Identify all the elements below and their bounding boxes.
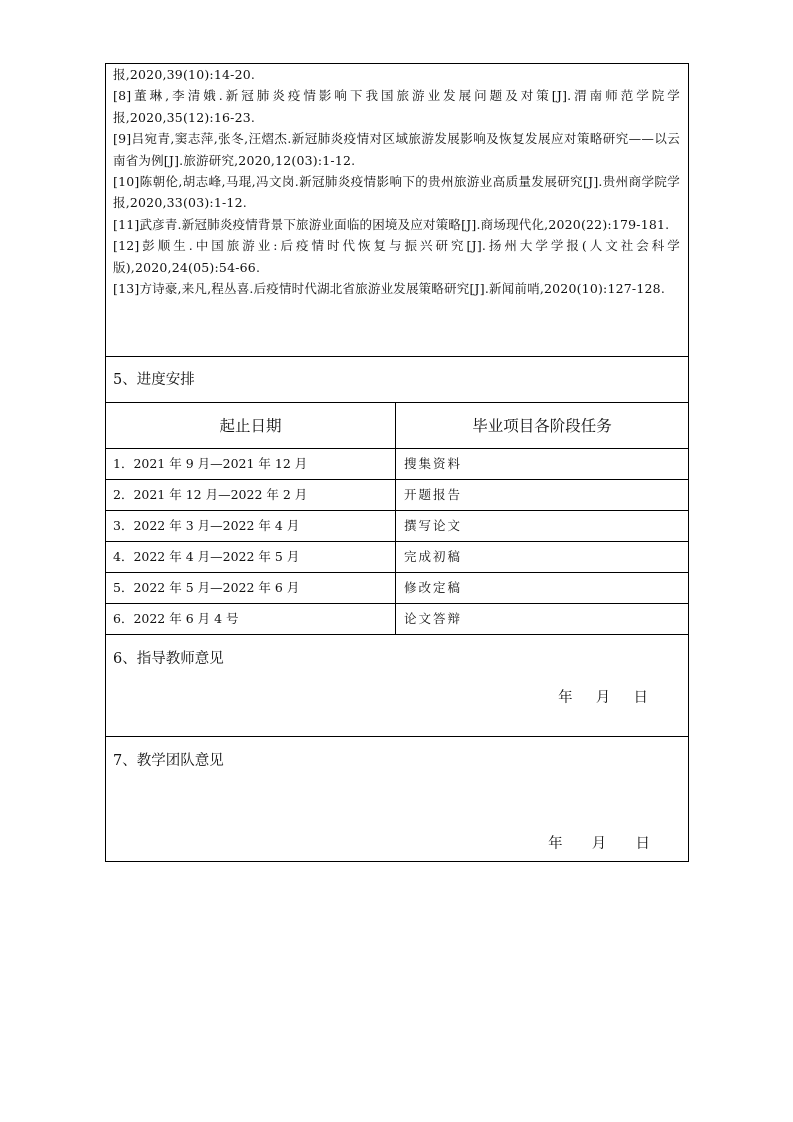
reference-item: 报,2020,39(10):14-20. [113, 67, 256, 82]
advisor-signature-date [558, 686, 648, 707]
reference-item: [13]方诗豪,来凡,程丛喜.后疫情时代湖北省旅游业发展策略研究[J].新闻前哨,2020(10):127-128. [113, 281, 665, 297]
schedule-period: 4．2022 年 4 月—2022 年 5 月 [106, 542, 396, 572]
schedule-task: 撰写论文 [404, 518, 463, 533]
advisor-opinion-section [106, 635, 688, 737]
reference-item: [10]陈朝伦,胡志峰,马琨,冯文岗.新冠肺炎疫情影响下的贵州旅游业高质量发展研究[J].贵州商学院学报,2020,33(03):1-12. [113, 174, 680, 211]
team-opinion-title: 7、教学团队意见 [113, 753, 224, 769]
date-column-header: 起止日期 [106, 403, 396, 448]
schedule-row [106, 511, 688, 542]
schedule-period: 5．2022 年 5 月—2022 年 6 月 [106, 573, 396, 603]
schedule-period: 3．2022 年 3 月—2022 年 4 月 [106, 511, 396, 541]
schedule-row [106, 480, 688, 511]
references-section [106, 64, 688, 357]
schedule-task: 开题报告 [404, 487, 463, 502]
schedule-row [106, 542, 688, 573]
team-opinion-section [106, 737, 688, 861]
schedule-task: 论文答辩 [404, 611, 463, 626]
reference-item: [9]吕宛青,窦志萍,张冬,汪熠杰.新冠肺炎疫情对区域旅游发展影响及恢复发展应对策略研究——以云南省为例[J].旅游研究,2020,12(03):1-12. [113, 131, 680, 168]
schedule-period: 6．2022 年 6 月 4 号 [106, 604, 396, 634]
advisor-opinion-title: 6、指导教师意见 [113, 651, 224, 667]
proposal-form-table [105, 63, 689, 862]
schedule-section-title: 5、进度安排 [106, 357, 688, 403]
reference-item: [8]董琳,李清娥.新冠肺炎疫情影响下我国旅游业发展问题及对策[J].渭南师范学院学报,2020,35(12):16-23. [113, 88, 680, 125]
team-signature-date [548, 832, 650, 853]
date-month-label: 月 [595, 690, 611, 706]
reference-item: [11]武彦青.新冠肺炎疫情背景下旅游业面临的困境及应对策略[J].商场现代化,2020(22):179-181. [113, 216, 670, 232]
schedule-period: 1．2021 年 9 月—2021 年 12 月 [106, 449, 396, 479]
date-day-label: 日 [633, 690, 648, 706]
schedule-row [106, 449, 688, 480]
schedule-task: 完成初稿 [404, 549, 463, 564]
date-day-label: 日 [635, 836, 650, 852]
task-column-header: 毕业项目各阶段任务 [472, 417, 612, 435]
schedule-period: 2．2021 年 12 月—2022 年 2 月 [106, 480, 396, 510]
schedule-task: 搜集资料 [404, 456, 463, 471]
schedule-row [106, 604, 688, 635]
date-month-label: 月 [591, 836, 607, 852]
date-year-label: 年 [558, 690, 573, 706]
schedule-header-row [106, 403, 688, 449]
schedule-row [106, 573, 688, 604]
schedule-task: 修改定稿 [404, 580, 463, 595]
reference-item: [12]彭顺生.中国旅游业:后疫情时代恢复与振兴研究[J].扬州大学学报(人文社会科学版),2020,24(05):54-66. [113, 238, 680, 275]
date-year-label: 年 [548, 836, 563, 852]
